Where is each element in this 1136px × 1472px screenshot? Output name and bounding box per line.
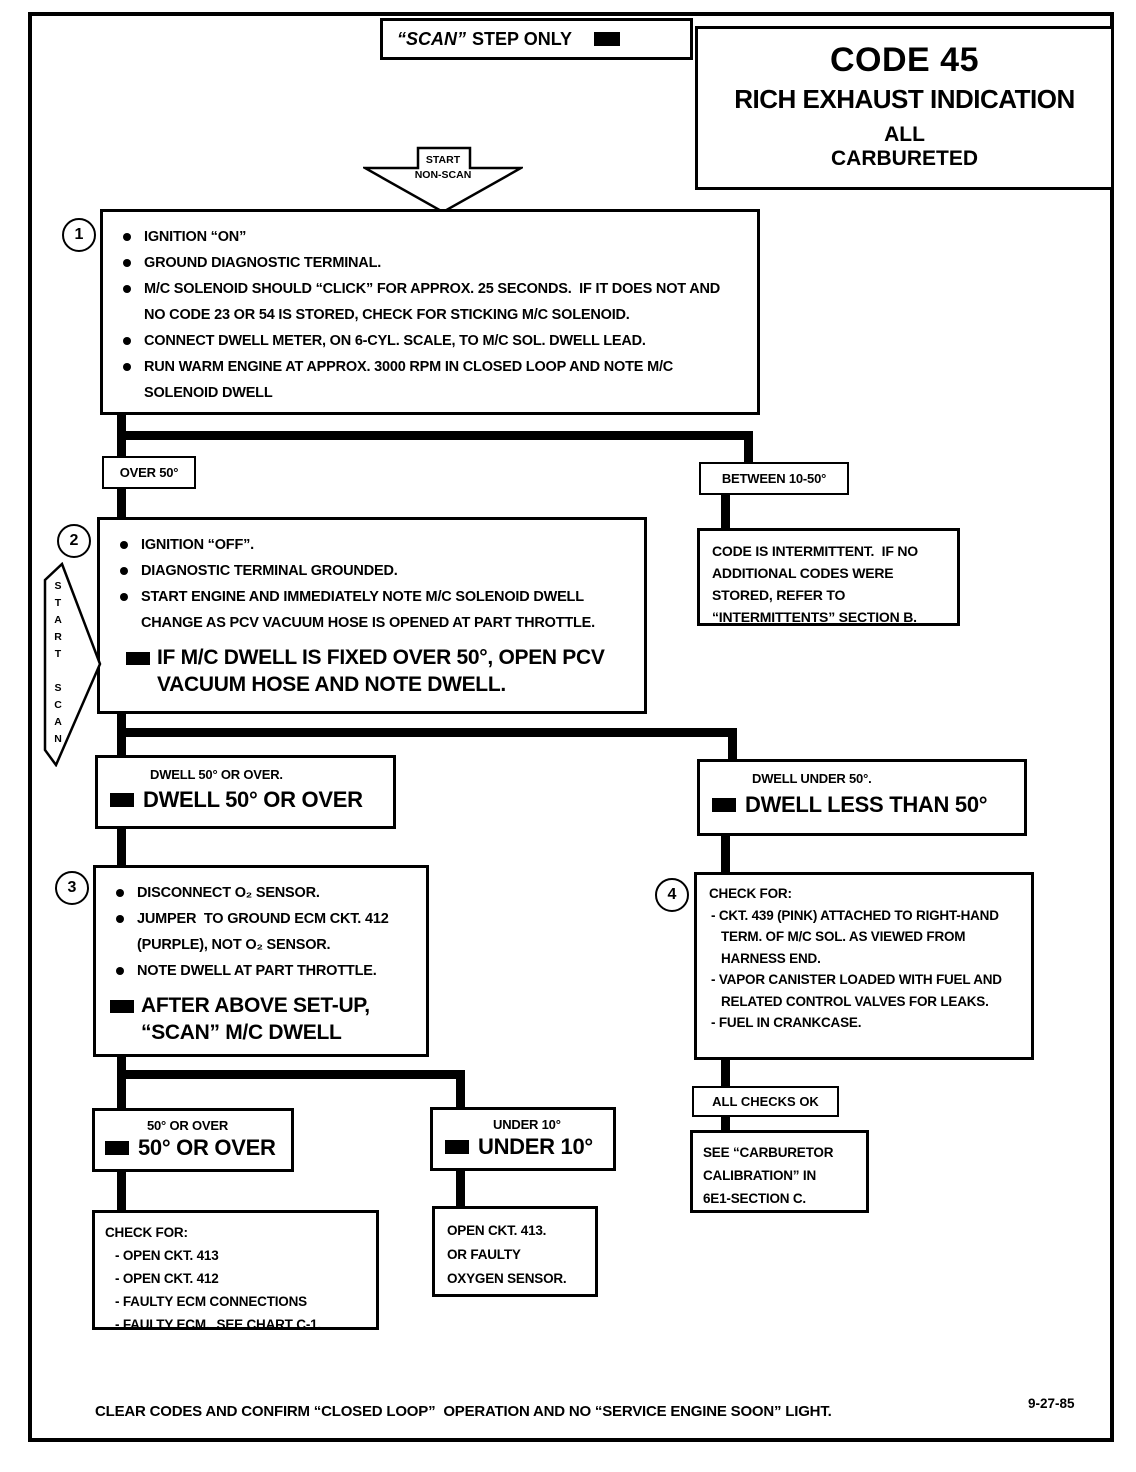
page-title: CODE 45 (830, 41, 979, 79)
check-item-text: OPEN CKT. 412 (122, 1271, 219, 1286)
all-checks-ok-box (692, 1086, 839, 1117)
start-label-line2: NON-SCAN (414, 169, 472, 181)
bullet-row (123, 328, 723, 354)
all-checks-ok-text: ALL CHECKS OK (712, 1094, 819, 1109)
connector-step1-branch (117, 431, 753, 440)
dwell-over-big-text: DWELL 50° OR OVER (143, 787, 363, 812)
step2-scan-note (126, 644, 628, 698)
bullet-icon (123, 337, 131, 345)
connector-dwellover-down (117, 829, 126, 865)
bullet-text: RUN WARM ENGINE AT APPROX. 3000 RPM IN CLOSED LOOP AND NOTE M/C SOLENOID DWELL (144, 359, 677, 401)
open-ckt-line: OXYGEN SENSOR. (447, 1271, 567, 1286)
start-label-line1: START (425, 154, 461, 166)
step3-scan-note-text: AFTER ABOVE SET-UP, “SCAN” M/C DWELL (141, 994, 370, 1044)
step-number-badge-4 (655, 878, 689, 912)
bullet-icon (123, 233, 131, 241)
step-number-1: 1 (74, 226, 84, 243)
step1-bullet-list (123, 224, 723, 406)
check-item-text: FAULTY ECM. SEE CHART C-1. (122, 1317, 321, 1332)
result-under-big-text: UNDER 10° (478, 1134, 593, 1159)
bullet-text: IGNITION “OFF”. (141, 537, 254, 553)
result-over-box (92, 1108, 294, 1172)
bullet-text: M/C SOLENOID SHOULD “CLICK” FOR APPROX. 25 SECONDS. IF IT DOES NOT AND NO CODE 23 OR 54 IS STORED, CHECK FOR STICKING M/C SOLENOID. (144, 281, 724, 323)
connector-under10-down (456, 1070, 465, 1108)
check-item: - FUEL IN CRANKCASE. (711, 1015, 862, 1030)
scan-step-icon (105, 1141, 129, 1155)
start-non-scan-arrow (363, 146, 523, 214)
step-number-3: 3 (67, 879, 77, 896)
result-under-small: UNDER 10° (493, 1117, 561, 1132)
step2-box (97, 517, 647, 714)
legend-rest: STEP ONLY (472, 28, 573, 49)
start-scan-word1 (50, 578, 66, 663)
between-text: BETWEEN 10-50° (721, 471, 827, 486)
scan-step-icon (126, 652, 150, 665)
bullet-row (123, 354, 723, 406)
check-for-heading: CHECK FOR: (105, 1225, 188, 1240)
bullet-icon (123, 285, 131, 293)
connector-dwellunder-down2 (721, 836, 730, 872)
bullet-text: GROUND DIAGNOSTIC TERMINAL. (144, 255, 382, 271)
check-item-text: OPEN CKT. 413 (122, 1248, 219, 1263)
check-item: - VAPOR CANISTER LOADED WITH FUEL AND RELATED CONTROL VALVES FOR LEAKS. (711, 972, 1006, 1009)
intermittent-line: ADDITIONAL CODES WERE (712, 565, 894, 581)
check-item: - FAULTY ECM CONNECTIONS (115, 1294, 307, 1309)
connector-step3-down (117, 1057, 126, 1110)
open-ckt-line: OR FAULTY (447, 1247, 521, 1262)
title-box (695, 26, 1114, 190)
step2-scan-note-text: IF M/C DWELL IS FIXED OVER 50°, OPEN PCV VACUUM HOSE AND NOTE DWELL. (157, 646, 605, 696)
start-scan-letter: T (54, 597, 62, 609)
step4-heading: CHECK FOR: (709, 886, 792, 901)
open-ckt-line: OPEN CKT. 413. (447, 1223, 547, 1238)
bullet-text: NOTE DWELL AT PART THROTTLE. (137, 963, 377, 979)
connector-step3-branch (117, 1070, 465, 1079)
scan-step-icon (594, 32, 620, 46)
check-item: - OPEN CKT. 413 (115, 1248, 219, 1263)
over50-text: OVER 50° (119, 465, 179, 480)
start-scan-letter: T (54, 648, 62, 660)
bullet-text: START ENGINE AND IMMEDIATELY NOTE M/C SOLENOID DWELL CHANGE AS PCV VACUUM HOSE IS OPENED AT PART THROTTLE. (141, 589, 595, 631)
bullet-icon (120, 567, 128, 575)
result-over-big (105, 1135, 283, 1161)
footer-note: CLEAR CODES AND CONFIRM “CLOSED LOOP” OPERATION AND NO “SERVICE ENGINE SOON” LIGHT. (95, 1403, 832, 1420)
branch-label-between (699, 462, 849, 495)
start-scan-letter: A (54, 614, 62, 626)
check-item: - CKT. 439 (PINK) ATTACHED TO RIGHT-HAND TERM. OF M/C SOL. AS VIEWED FROM HARNESS END. (711, 907, 1003, 966)
scan-step-icon (110, 793, 134, 807)
connector-between-down (744, 431, 753, 464)
step3-bullet-list (116, 880, 416, 984)
bullet-icon (116, 889, 124, 897)
check-item-text: CKT. 439 (PINK) ATTACHED TO RIGHT-HAND TERM. OF M/C SOL. AS VIEWED FROM HARNESS END. (718, 907, 1003, 966)
intermittent-line: “INTERMITTENTS” SECTION B. (712, 609, 917, 625)
connector-between-down2 (721, 495, 730, 528)
check-for-item-list (105, 1244, 366, 1336)
connector-step2-branch (117, 728, 737, 737)
bullet-icon (123, 259, 131, 267)
start-scan-word2 (50, 680, 66, 748)
bullet-row (120, 532, 628, 558)
legend-scan-word: “SCAN” (397, 28, 467, 49)
bullet-icon (120, 593, 128, 601)
dwell-under-big (712, 792, 1014, 818)
bullet-row (116, 958, 416, 984)
bullet-row (123, 276, 723, 328)
see-carb-line: SEE “CARBURETOR (703, 1145, 834, 1160)
step-number-badge-1 (62, 218, 96, 252)
step2-bullet-list (120, 532, 628, 636)
start-scan-arrow (38, 562, 108, 767)
bullet-icon (116, 967, 124, 975)
start-scan-letter: R (54, 631, 62, 643)
dwell-over-big (110, 787, 383, 813)
intermittent-lines (712, 540, 945, 628)
bullet-row (120, 558, 628, 584)
open-ckt-lines (447, 1219, 583, 1291)
step3-box (93, 865, 429, 1057)
bullet-icon (120, 541, 128, 549)
connector-allchecks-down (721, 1117, 730, 1131)
step4-box (694, 872, 1034, 1060)
intermittent-line: STORED, REFER TO (712, 587, 846, 603)
check-for-box (92, 1210, 379, 1330)
title-subtitle: RICH EXHAUST INDICATION (734, 84, 1075, 114)
step3-scan-note (110, 992, 416, 1046)
start-scan-letter: N (54, 733, 62, 745)
dwell-under-box (697, 759, 1027, 836)
start-scan-letter: S (54, 682, 62, 694)
step-number-badge-2 (57, 524, 91, 558)
bullet-icon (116, 915, 124, 923)
dwell-over-box (95, 755, 396, 829)
connector-over50-down (117, 489, 126, 518)
result-over-big-text: 50° OR OVER (138, 1135, 276, 1160)
bullet-text: DIAGNOSTIC TERMINAL GROUNDED. (141, 563, 398, 579)
footer-date: 9-27-85 (1028, 1396, 1075, 1411)
start-scan-letter: A (54, 716, 62, 728)
connector-resultover-down (117, 1172, 126, 1212)
step-number-4: 4 (667, 886, 677, 903)
bullet-row (116, 880, 416, 906)
start-non-scan-label (363, 153, 523, 183)
branch-label-over50 (102, 456, 196, 489)
bullet-text: JUMPER TO GROUND ECM CKT. 412 (PURPLE), NOT O₂ SENSOR. (137, 911, 393, 953)
open-ckt-box (432, 1206, 598, 1297)
bullet-text: IGNITION “ON” (144, 229, 247, 245)
bullet-row (123, 224, 723, 250)
check-item: - FAULTY ECM. SEE CHART C-1. (115, 1317, 321, 1332)
step-number-2: 2 (69, 532, 79, 549)
see-carburetor-box (690, 1130, 869, 1213)
title-line3: ALL (884, 123, 925, 146)
connector-step4-down (721, 1060, 730, 1087)
dwell-under-big-text: DWELL LESS THAN 50° (745, 792, 988, 817)
check-item-text: VAPOR CANISTER LOADED WITH FUEL AND RELATED CONTROL VALVES FOR LEAKS. (718, 972, 1006, 1009)
intermittent-box (697, 528, 960, 626)
connector-dwellunder-down (728, 728, 737, 761)
result-under-big (445, 1134, 605, 1160)
right-arrow-icon (38, 562, 108, 767)
see-carb-lines (703, 1141, 856, 1210)
see-carb-line: CALIBRATION” IN (703, 1168, 816, 1183)
start-scan-letter: C (54, 699, 62, 711)
see-carb-line: 6E1-SECTION C. (703, 1191, 806, 1206)
scan-step-only-legend (380, 18, 693, 60)
check-item-text: FUEL IN CRANKCASE. (718, 1015, 862, 1030)
bullet-text: DISCONNECT O₂ SENSOR. (137, 885, 320, 901)
bullet-icon (123, 363, 131, 371)
result-over-small: 50° OR OVER (147, 1118, 229, 1133)
scan-step-icon (445, 1140, 469, 1154)
check-item: - OPEN CKT. 412 (115, 1271, 219, 1286)
result-under-box (430, 1107, 616, 1171)
step-number-badge-3 (55, 871, 89, 905)
scan-step-icon (712, 798, 736, 812)
bullet-row (120, 584, 628, 636)
bullet-row (116, 906, 416, 958)
connector-under10-down2 (456, 1171, 465, 1207)
intermittent-line: CODE IS INTERMITTENT. IF NO (712, 543, 918, 559)
dwell-under-small: DWELL UNDER 50°. (752, 771, 872, 786)
bullet-text: CONNECT DWELL METER, ON 6-CYL. SCALE, TO M/C SOL. DWELL LEAD. (144, 333, 646, 349)
step4-item-list (709, 905, 1019, 1034)
start-scan-letter: S (54, 580, 62, 592)
step1-box (100, 209, 760, 415)
scan-step-icon (110, 1000, 134, 1013)
bullet-row (123, 250, 723, 276)
title-line4: CARBURETED (831, 147, 978, 170)
dwell-over-small: DWELL 50° OR OVER. (150, 767, 283, 782)
check-item-text: FAULTY ECM CONNECTIONS (122, 1294, 307, 1309)
